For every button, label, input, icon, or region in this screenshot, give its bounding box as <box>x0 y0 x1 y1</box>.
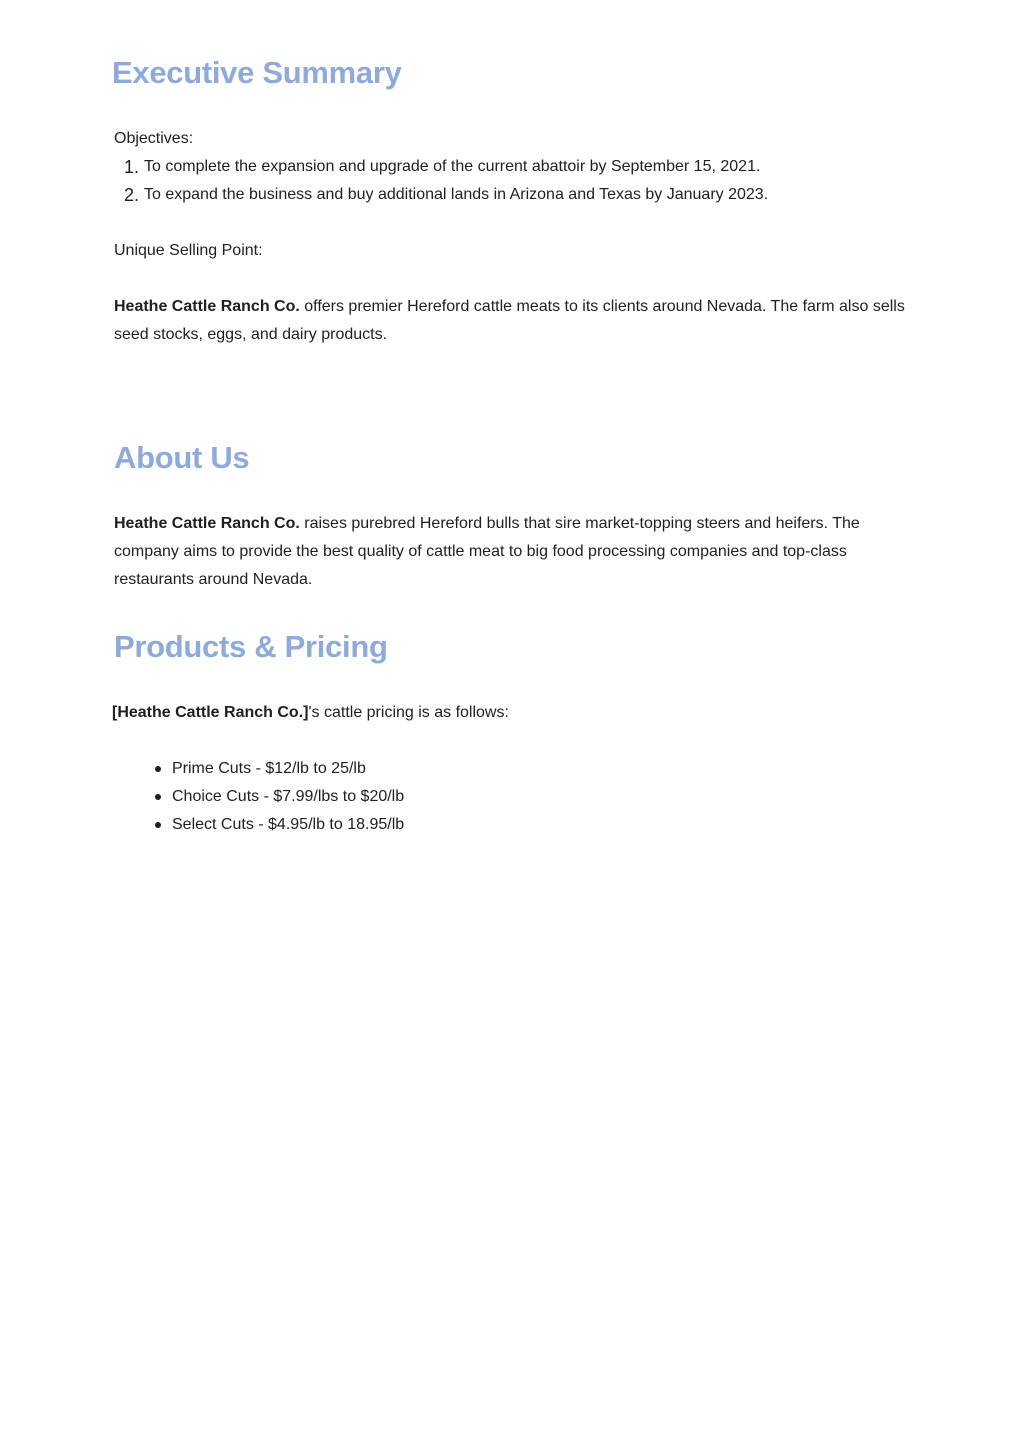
pricing-intro <box>112 699 509 727</box>
list-item-text: To complete the expansion and upgrade of the current abattoir by September 15, 2021. <box>144 158 761 175</box>
list-item <box>114 811 404 839</box>
usp-label: Unique Selling Point: <box>114 242 263 259</box>
pricing-list <box>114 755 404 839</box>
list-item <box>114 783 404 811</box>
usp-company-name: Heathe Cattle Ranch Co. <box>114 298 300 315</box>
about-text: raises purebred Hereford bulls that sire market-topping steers and heifers. The company aims to provide the best quality of cattle meat to big food processing companies and top-class restaurants around Nevada. <box>114 515 860 588</box>
products-pricing-heading: Products & Pricing <box>114 629 388 664</box>
bullet-icon <box>155 766 161 772</box>
list-item-number: 1. <box>123 157 139 177</box>
pricing-company-name: [Heathe Cattle Ranch Co.] <box>112 704 309 721</box>
list-item <box>114 181 768 209</box>
about-company-name: Heathe Cattle Ranch Co. <box>114 515 300 532</box>
list-item-number: 2. <box>123 185 139 205</box>
price-item-text: Choice Cuts - $7.99/lbs to $20/lb <box>172 788 405 805</box>
list-item-text: To expand the business and buy additional lands in Arizona and Texas by January 2023. <box>144 186 769 203</box>
usp-paragraph <box>114 293 914 349</box>
bullet-icon <box>155 794 161 800</box>
list-item <box>114 755 404 783</box>
price-item-text: Select Cuts - $4.95/lb to 18.95/lb <box>172 816 405 833</box>
bullet-icon <box>155 822 161 828</box>
usp-text: offers premier Hereford cattle meats to its clients around Nevada. The farm also sells seed stocks, eggs, and dairy products. <box>114 298 905 343</box>
about-us-paragraph <box>114 510 914 594</box>
pricing-intro-text: 's cattle pricing is as follows: <box>308 704 509 721</box>
objectives-label: Objectives: <box>114 130 194 147</box>
price-item-text: Prime Cuts - $12/lb to 25/lb <box>172 760 366 777</box>
list-item <box>114 153 768 181</box>
about-us-heading: About Us <box>114 440 250 475</box>
executive-summary-heading: Executive Summary <box>112 55 402 90</box>
objectives-list <box>114 153 768 209</box>
